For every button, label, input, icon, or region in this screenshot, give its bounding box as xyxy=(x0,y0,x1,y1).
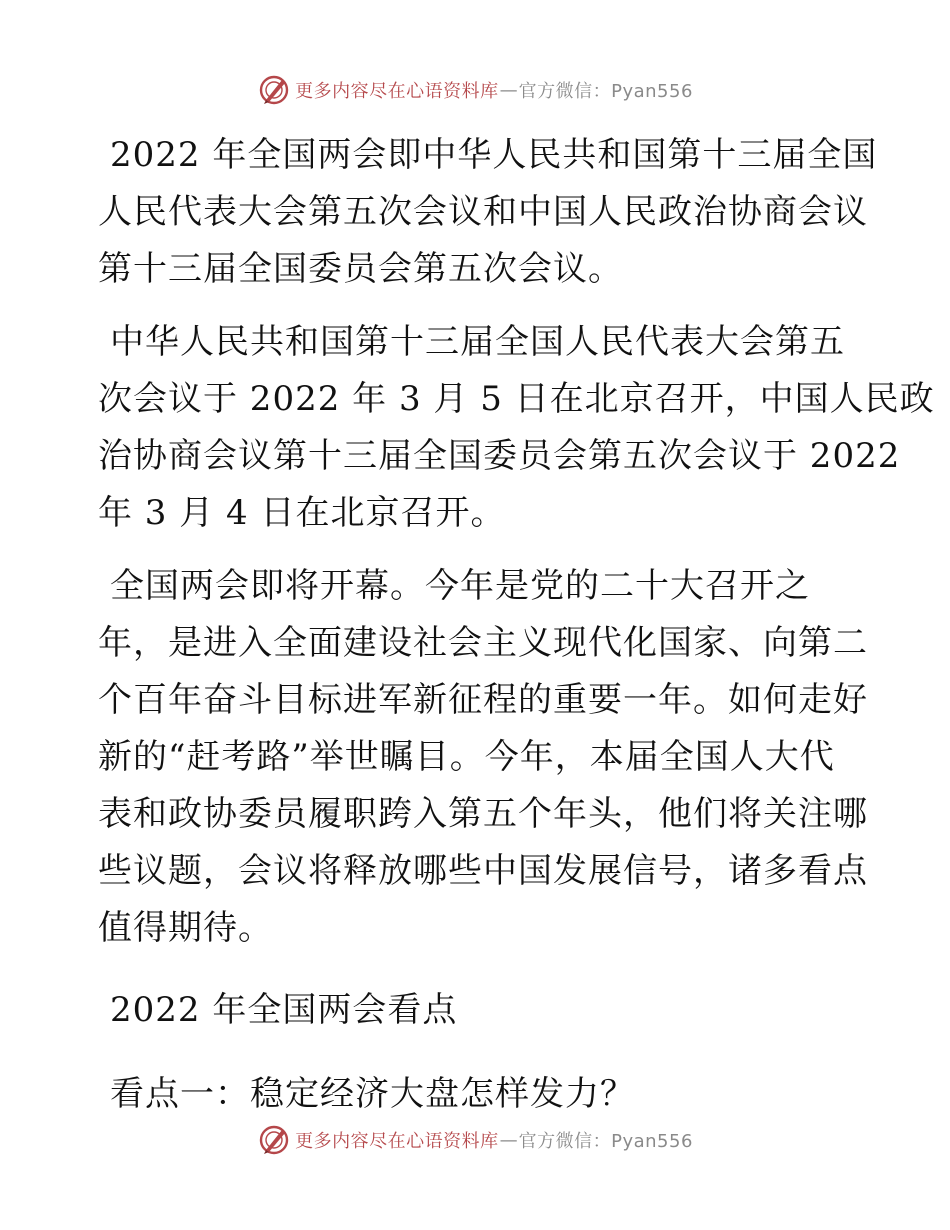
text-line: 第十三届全国委员会第五次会议。 xyxy=(98,249,623,289)
paragraph-context xyxy=(98,558,868,957)
text-line: 中华人民共和国第十三届全国人民代表大会第五 xyxy=(110,322,845,362)
paragraph-dates xyxy=(98,314,935,542)
section-heading xyxy=(98,982,858,1039)
watermark-dash: — xyxy=(499,79,518,101)
pen-circle-logo-icon xyxy=(257,73,291,107)
text-line: 个百年奋斗目标进军新征程的重要一年。如何走好 xyxy=(98,680,868,720)
watermark-dash: — xyxy=(499,1129,518,1151)
pen-circle-logo-icon xyxy=(257,1123,291,1157)
watermark-header xyxy=(0,70,950,110)
watermark-wechat: 官方微信：Pyan556 xyxy=(518,81,693,102)
watermark-text: 更多内容尽在心语资料库 xyxy=(295,81,499,102)
text-line: 人民代表大会第五次会议和中国人民政治协商会议 xyxy=(98,192,868,232)
text-line: 年 3 月 4 日在北京召开。 xyxy=(98,493,506,533)
text-line: 2022 年全国两会即中华人民共和国第十三届全国 xyxy=(110,135,878,175)
watermark-footer xyxy=(0,1120,950,1160)
heading-line: 2022 年全国两会看点 xyxy=(110,990,458,1030)
text-line: 次会议于 2022 年 3 月 5 日在北京召开，中国人民政 xyxy=(98,379,935,419)
watermark-text: 更多内容尽在心语资料库 xyxy=(295,1131,499,1152)
text-line: 些议题，会议将释放哪些中国发展信号，诸多看点 xyxy=(98,851,868,891)
text-line: 表和政协委员履职跨入第五个年头，他们将关注哪 xyxy=(98,794,868,834)
subsection-heading xyxy=(98,1066,858,1123)
watermark-wechat: 官方微信：Pyan556 xyxy=(518,1131,693,1152)
text-line: 全国两会即将开幕。今年是党的二十大召开之 xyxy=(110,566,810,606)
text-line: 治协商会议第十三届全国委员会第五次会议于 2022 xyxy=(98,436,901,476)
text-line: 年，是进入全面建设社会主义现代化国家、向第二 xyxy=(98,623,868,663)
text-line: 新的“赶考路”举世瞩目。今年，本届全国人大代 xyxy=(98,737,835,777)
text-line: 值得期待。 xyxy=(98,908,273,948)
paragraph-definition xyxy=(98,127,878,298)
heading-line: 看点一：稳定经济大盘怎样发力？ xyxy=(110,1074,635,1114)
